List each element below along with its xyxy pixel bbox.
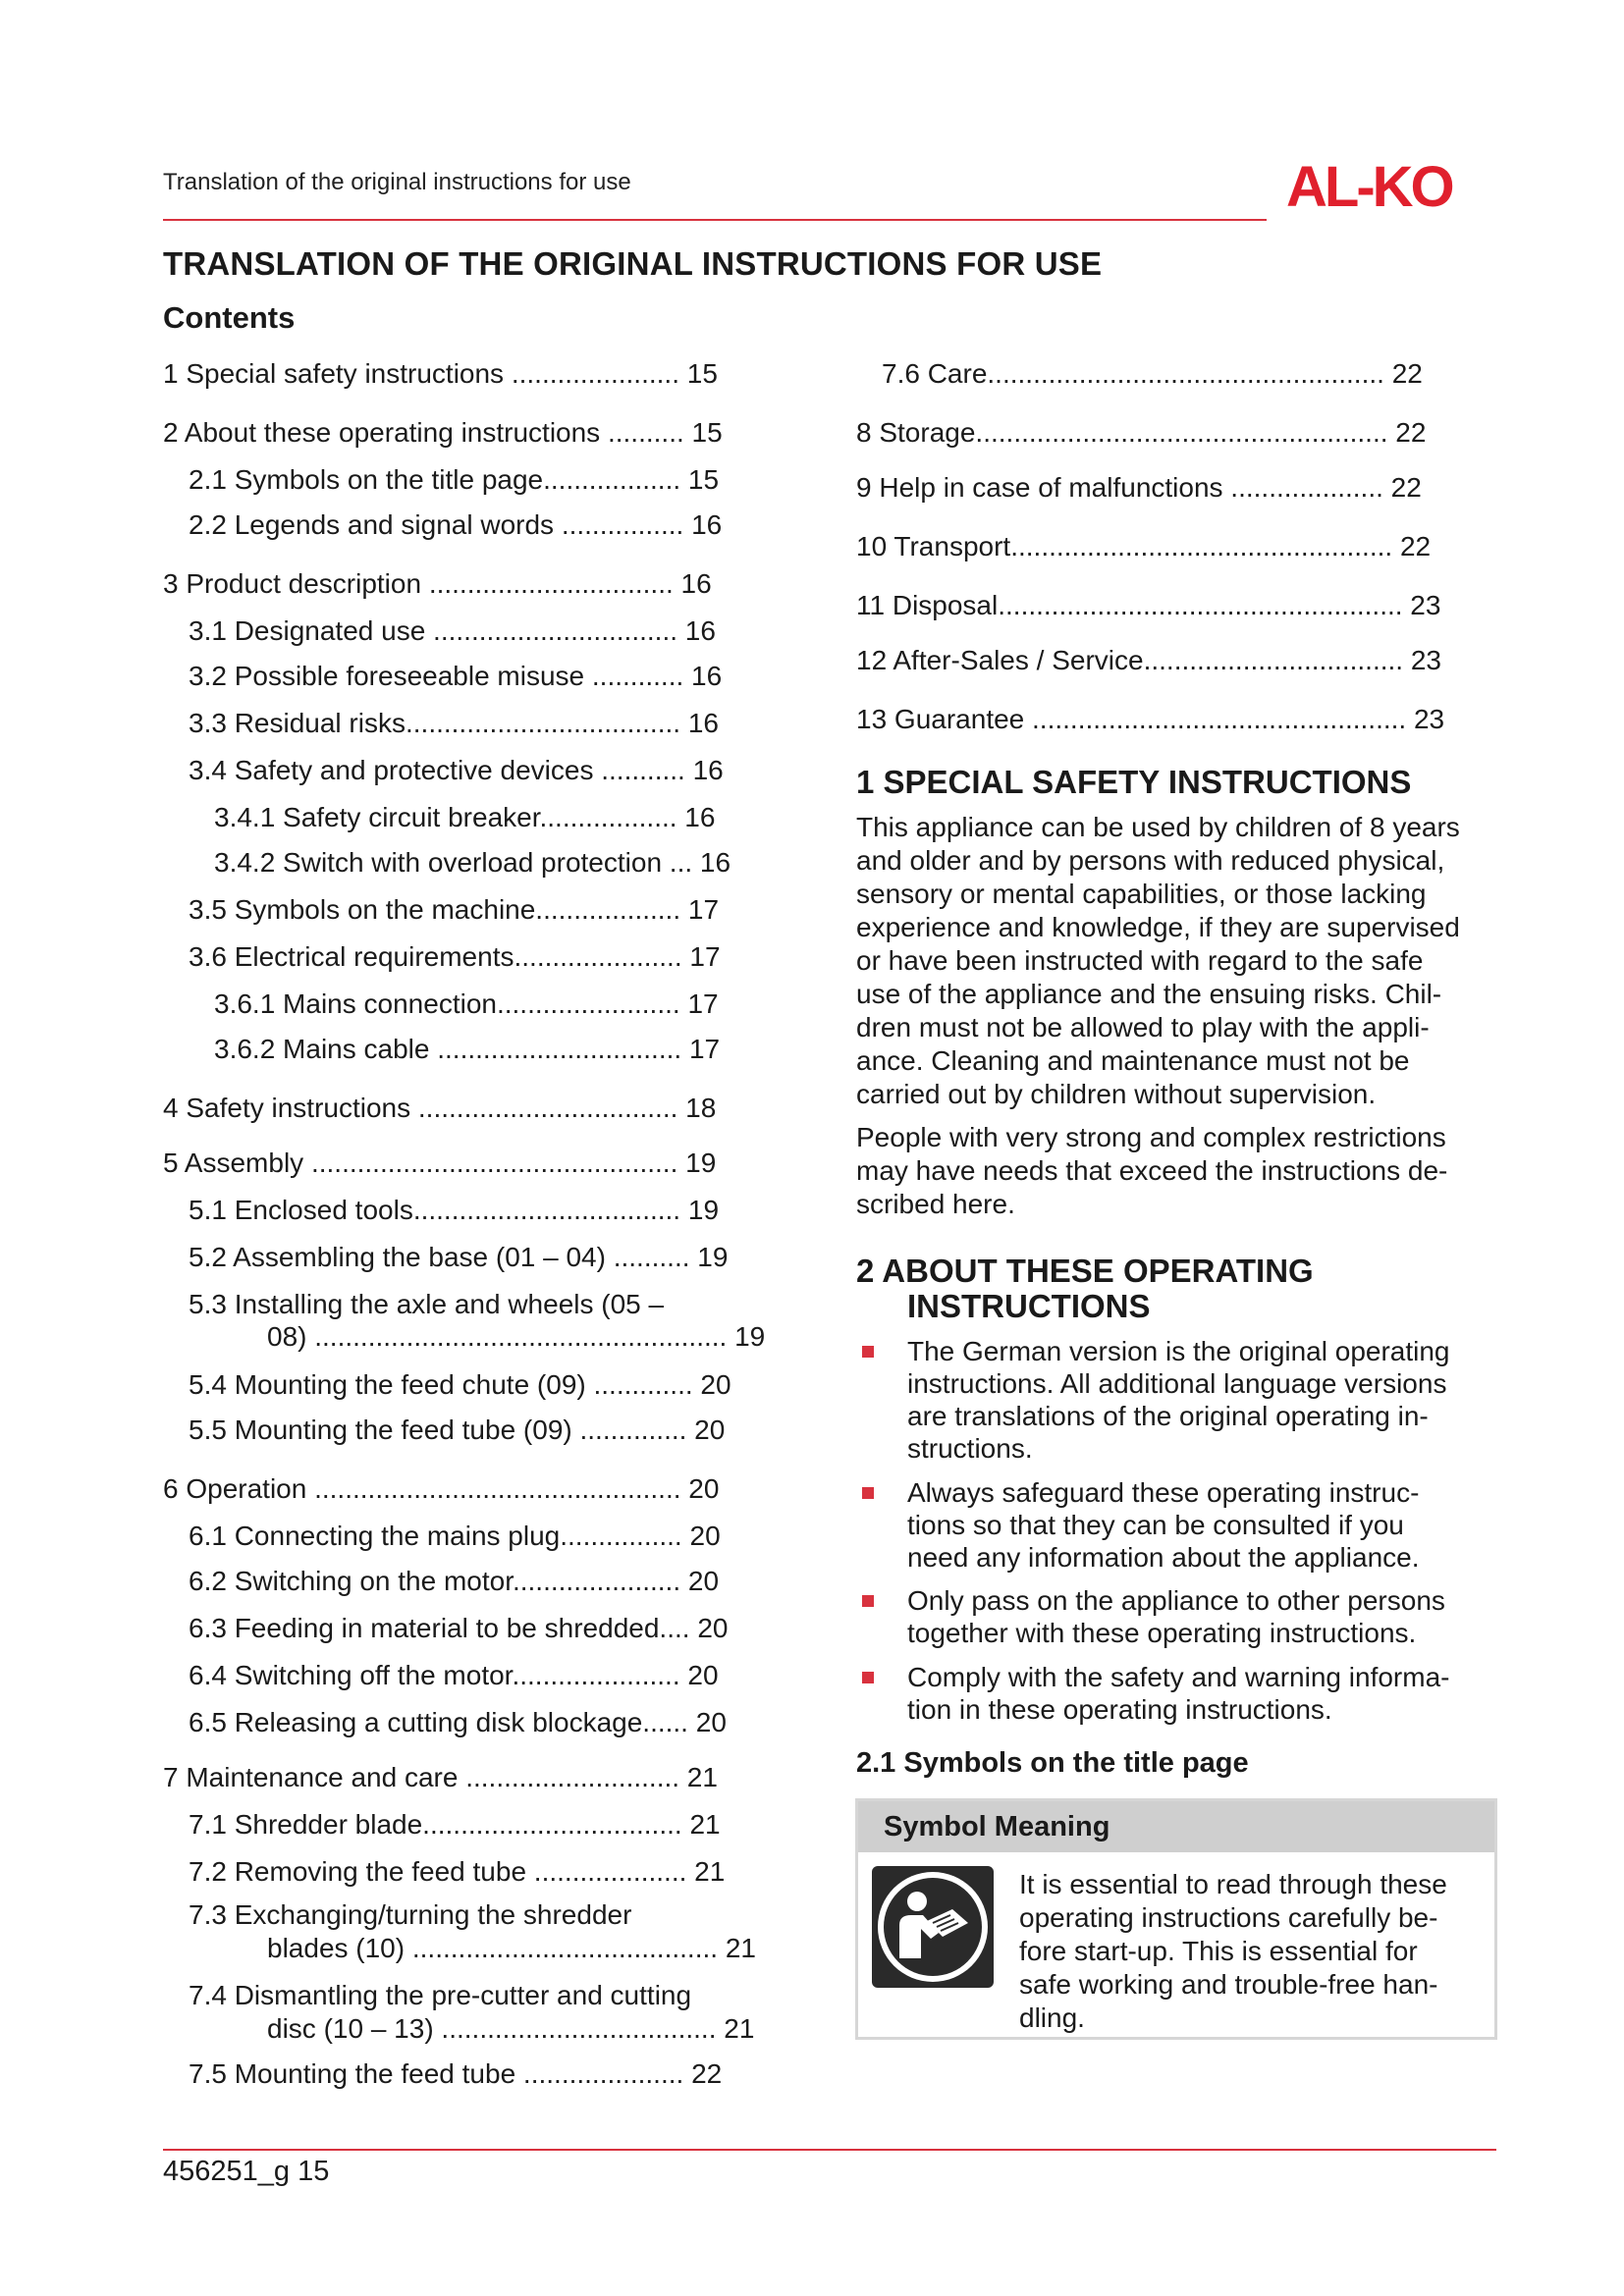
section-heading-about: 2 ABOUT THESE OPERATING <box>856 1253 1314 1289</box>
text-line: dling. <box>1019 2002 1085 2033</box>
toc-entry[interactable]: 12 After-Sales / Service.................................. 23 <box>856 645 1441 675</box>
bullet-square-icon <box>862 1487 874 1499</box>
read-manual-icon <box>870 1864 996 1990</box>
text-line: Comply with the safety and warning informa- <box>907 1662 1450 1692</box>
toc-entry[interactable]: 2.2 Legends and signal words ................ 16 <box>189 509 723 540</box>
toc-entry-continuation[interactable]: 08) ...................................................... 19 <box>267 1321 766 1352</box>
text-line: or have been instructed with regard to the safe <box>856 945 1424 976</box>
alko-logo <box>1286 157 1496 212</box>
bullet-square-icon <box>862 1595 874 1607</box>
text-line: dren must not be allowed to play with the appli- <box>856 1012 1430 1042</box>
toc-entry[interactable]: 5.3 Installing the axle and wheels (05 – <box>189 1289 665 1319</box>
toc-entry[interactable]: 7.2 Removing the feed tube .................... 21 <box>189 1856 726 1887</box>
toc-entry[interactable]: 5.4 Mounting the feed chute (09) ............. 20 <box>189 1369 731 1400</box>
toc-entry[interactable]: 1 Special safety instructions ...................... 15 <box>163 358 718 389</box>
toc-entry[interactable]: 5 Assembly ................................................ 19 <box>163 1148 717 1178</box>
text-line: sensory or mental capabilities, or those lacking <box>856 879 1427 909</box>
toc-entry[interactable]: 6.1 Connecting the mains plug................ 20 <box>189 1521 721 1551</box>
text-line: operating instructions carefully be- <box>1019 1902 1438 1933</box>
text-line: People with very strong and complex restrictions <box>856 1122 1446 1152</box>
toc-entry[interactable]: 6.4 Switching off the motor...................... 20 <box>189 1660 719 1690</box>
text-line: This appliance can be used by children of 8 years <box>856 812 1460 842</box>
bullet-square-icon <box>862 1346 874 1358</box>
toc-entry[interactable]: 3.6.1 Mains connection........................ 17 <box>214 988 719 1019</box>
toc-entry[interactable]: 7.5 Mounting the feed tube ..................... 22 <box>189 2058 723 2089</box>
text-line: are translations of the original operating in- <box>907 1401 1429 1431</box>
toc-entry[interactable]: 3.2 Possible foreseeable misuse ............ 16 <box>189 661 723 691</box>
toc-entry[interactable]: 8 Storage...................................................... 22 <box>856 417 1427 448</box>
toc-entry-continuation[interactable]: disc (10 – 13) .................................... 21 <box>267 2013 755 2044</box>
bullet-text <box>907 1335 1508 1465</box>
text-line: structions. <box>907 1433 1033 1464</box>
text-line: carried out by children without supervision. <box>856 1079 1377 1109</box>
text-line: may have needs that exceed the instructions de- <box>856 1155 1448 1186</box>
logo-text: AL-KO <box>1286 157 1452 212</box>
section-heading-about-line2: INSTRUCTIONS <box>907 1288 1151 1324</box>
bullet-text <box>907 1661 1508 1726</box>
toc-entry[interactable]: 3.6 Electrical requirements...................... 17 <box>189 941 721 972</box>
table-header-label: Symbol Meaning <box>884 1811 1110 1842</box>
toc-entry[interactable]: 13 Guarantee ................................................. 23 <box>856 704 1445 734</box>
text-line: ance. Cleaning and maintenance must not be <box>856 1045 1410 1076</box>
toc-entry[interactable]: 5.2 Assembling the base (01 – 04) .......... 19 <box>189 1242 729 1272</box>
toc-entry[interactable]: 6.5 Releasing a cutting disk blockage...... 20 <box>189 1707 727 1737</box>
text-line: instructions. All additional language versions <box>907 1368 1447 1399</box>
section-heading-safety: 1 SPECIAL SAFETY INSTRUCTIONS <box>856 764 1412 800</box>
subsection-heading-symbols: 2.1 Symbols on the title page <box>856 1747 1249 1779</box>
text-line: safe working and trouble-free han- <box>1019 1969 1438 2000</box>
toc-entry-continuation[interactable]: blades (10) ........................................ 21 <box>267 1933 756 1963</box>
text-line: tion in these operating instructions. <box>907 1694 1332 1725</box>
bullet-text <box>907 1476 1508 1574</box>
bullet-square-icon <box>862 1672 874 1683</box>
toc-entry[interactable]: 3 Product description ................................ 16 <box>163 568 712 599</box>
toc-entry[interactable]: 7.3 Exchanging/turning the shredder <box>189 1899 632 1930</box>
toc-entry[interactable]: 2.1 Symbols on the title page.................. 15 <box>189 464 720 495</box>
contents-title: Contents <box>163 300 296 335</box>
toc-entry[interactable]: 6.2 Switching on the motor...................... 20 <box>189 1566 720 1596</box>
toc-entry[interactable]: 3.6.2 Mains cable ................................ 17 <box>214 1034 721 1064</box>
toc-entry[interactable]: 11 Disposal..................................................... 23 <box>856 590 1441 620</box>
toc-entry[interactable]: 4 Safety instructions .................................. 18 <box>163 1093 717 1123</box>
document-title: TRANSLATION OF THE ORIGINAL INSTRUCTIONS FOR USE <box>163 245 1103 282</box>
toc-entry[interactable]: 5.1 Enclosed tools................................... 19 <box>189 1195 720 1225</box>
table-header <box>858 1801 1494 1852</box>
text-line: Only pass on the appliance to other persons <box>907 1585 1445 1616</box>
toc-entry[interactable]: 7.4 Dismantling the pre-cutter and cutting <box>189 1980 692 2010</box>
text-line: need any information about the appliance. <box>907 1542 1420 1573</box>
safety-paragraph-1 <box>856 811 1504 1111</box>
toc-entry[interactable]: 3.4 Safety and protective devices ........... 16 <box>189 755 724 785</box>
text-line: and older and by persons with reduced physical, <box>856 845 1445 876</box>
toc-entry[interactable]: 9 Help in case of malfunctions .................... 22 <box>856 472 1422 503</box>
toc-entry[interactable]: 3.3 Residual risks.................................... 16 <box>189 708 719 738</box>
text-line: fore start-up. This is essential for <box>1019 1936 1418 1966</box>
toc-entry[interactable]: 5.5 Mounting the feed tube (09) .............. 20 <box>189 1415 726 1445</box>
toc-entry[interactable]: 10 Transport.................................................. 22 <box>856 531 1432 561</box>
header-rule <box>163 219 1267 221</box>
bullet-text <box>907 1584 1508 1649</box>
text-line: together with these operating instructions. <box>907 1618 1417 1648</box>
toc-entry[interactable]: 3.4.1 Safety circuit breaker.................. 16 <box>214 802 716 832</box>
symbol-table <box>855 1798 1497 2040</box>
toc-entry[interactable]: 6.3 Feeding in material to be shredded.... 20 <box>189 1613 729 1643</box>
toc-entry[interactable]: 6 Operation ................................................ 20 <box>163 1473 720 1504</box>
toc-entry[interactable]: 3.1 Designated use ................................ 16 <box>189 615 716 646</box>
text-line: scribed here. <box>856 1189 1015 1219</box>
toc-entry[interactable]: 3.4.2 Switch with overload protection ... 16 <box>214 847 731 878</box>
toc-entry[interactable]: 2 About these operating instructions .......... 15 <box>163 417 723 448</box>
text-line: experience and knowledge, if they are supervised <box>856 912 1460 942</box>
toc-entry[interactable]: 7 Maintenance and care ............................ 21 <box>163 1762 718 1792</box>
header-text: Translation of the original instructions for use <box>163 169 631 195</box>
text-line: Always safeguard these operating instruc- <box>907 1477 1420 1508</box>
safety-paragraph-2 <box>856 1121 1504 1221</box>
toc-entry[interactable]: 7.1 Shredder blade.................................. 21 <box>189 1809 721 1840</box>
text-line: tions so that they can be consulted if you <box>907 1510 1404 1540</box>
text-line: use of the appliance and the ensuing risks. Chil- <box>856 979 1442 1009</box>
footer-rule <box>163 2149 1496 2151</box>
toc-entry[interactable]: 3.5 Symbols on the machine................... 17 <box>189 894 720 925</box>
toc-entry[interactable]: 7.6 Care.................................................... 22 <box>882 358 1423 389</box>
symbol-meaning-text <box>1019 1868 1481 2035</box>
text-line: The German version is the original operating <box>907 1336 1450 1366</box>
bullet-list <box>856 1335 1504 1728</box>
text-line: It is essential to read through these <box>1019 1869 1447 1899</box>
page-footer: 456251_g 15 <box>163 2156 330 2187</box>
